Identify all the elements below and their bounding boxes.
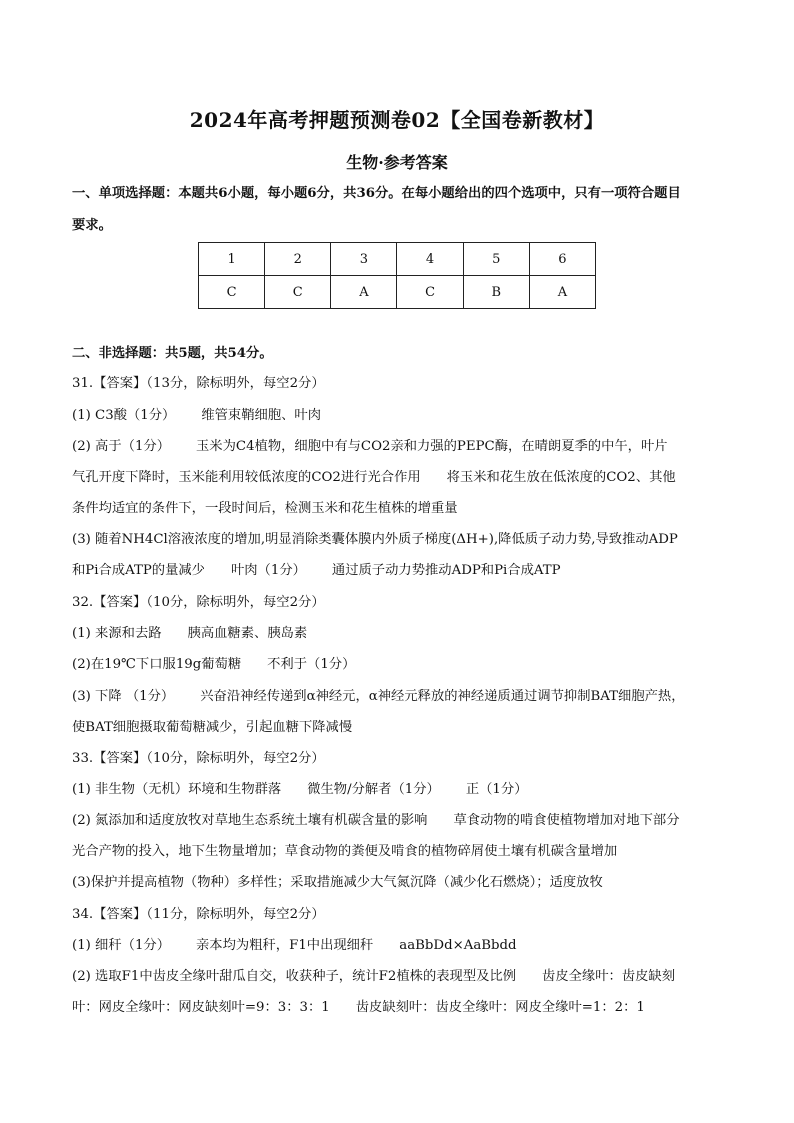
- answer-cell: C: [199, 276, 265, 309]
- q34-p2-answer-a: (2) 选取F1中齿皮全缘叶甜瓜自交，收获种子，统计F2植株的表现型及比例: [72, 969, 517, 984]
- q31-part3-cont: [72, 561, 728, 581]
- answer-table-answer-row: [199, 276, 596, 309]
- answer-table: [198, 242, 596, 309]
- document-subtitle: 生物·参考答案: [346, 153, 448, 172]
- q32-p2-answer-b: 不利于（1分）: [267, 657, 356, 672]
- q31-p2-answer-b-cont: 气孔开度下降时，玉米能利用较低浓度的CO2进行光合作用: [72, 470, 421, 485]
- document-title: 2024年高考押题预测卷02【全国卷新教材】: [189, 108, 605, 132]
- q32-p2-answer-a: (2)在19℃下口服19g葡萄糖: [72, 657, 242, 672]
- answer-cell: C: [397, 276, 463, 309]
- q34-p2-answer-c: 齿皮缺刻叶：齿皮全缘叶：网皮全缘叶=1：2：1: [355, 1000, 645, 1015]
- q31-p2-answer-c: 将玉米和花生放在低浓度的CO2、其他: [446, 470, 676, 485]
- q33-part3: (3)保护并提高植物（物种）多样性；采取措施减少大气氮沉降（减少化石燃烧）；适度放牧: [72, 875, 603, 890]
- q31-part1: [72, 406, 728, 426]
- q31-p3-answer-b: 叶肉（1分）: [230, 563, 306, 578]
- answer-cell: A: [331, 276, 397, 309]
- q32-p1-answer-b: 胰高血糖素、胰岛素: [187, 626, 308, 641]
- q32-part1: [72, 624, 728, 644]
- q33-title: 33.【答案】（10分，除标明外，每空2分）: [72, 751, 325, 766]
- q31-p1-answer-a: (1) C3酸（1分）: [72, 408, 176, 423]
- q31-p2-answer-a: (2) 高于（1分）: [72, 439, 171, 454]
- answer-cell: C: [265, 276, 331, 309]
- q33-part2: [72, 811, 728, 831]
- q33-p1-answer-c: 正（1分）: [465, 782, 528, 797]
- answer-cell: B: [463, 276, 529, 309]
- section1-instructions: 一、单项选择题：本题共6小题，每小题6分，共36分。在每小题给出的四个选项中，只有一项符合题目: [72, 186, 681, 201]
- q32-p3-answer-b: 兴奋沿神经传递到α神经元，α神经元释放的神经递质通过调节抑制BAT细胞产热，: [200, 689, 685, 704]
- q31-part2-cont: [72, 468, 728, 488]
- q32-part2: [72, 655, 728, 675]
- q31-title: [72, 374, 728, 394]
- q32-part3: [72, 687, 728, 707]
- q31-part3: (3) 随着NH4Cl溶液浓度的增加,明显消除类囊体膜内外质子梯度(ΔH+),降低质子动力势,导致推动ADP: [72, 532, 678, 547]
- q34-title: 34.【答案】（11分，除标明外，每空2分）: [72, 907, 325, 922]
- q31-p3-answer-c: 通过质子动力势推动ADP和Pi合成ATP: [331, 563, 561, 578]
- q31-title-text: 31.【答案】（13分，除标明外，每空2分）: [72, 376, 325, 391]
- q33-p2-answer-b: 草食动物的啃食使植物增加对地下部分: [453, 813, 680, 828]
- question-number-cell: 4: [397, 243, 463, 276]
- q32-part3-cont: 使BAT细胞摄取葡萄糖减少，引起血糖下降减慢: [72, 720, 353, 735]
- q33-part2-cont: 光合产物的投入，地下生物量增加；草食动物的粪便及啃食的植物碎屑使土壤有机碳含量增加: [72, 844, 618, 859]
- q34-p2-answer-b-cont: 叶：网皮全缘叶：网皮缺刻叶=9：3：3：1: [72, 1000, 330, 1015]
- question-number-cell: 3: [331, 243, 397, 276]
- q33-p1-answer-a: (1) 非生物（无机）环境和生物群落: [72, 782, 282, 797]
- q31-p1-answer-b: 维管束鞘细胞、叶肉: [201, 408, 322, 423]
- answer-cell: A: [529, 276, 595, 309]
- question-number-cell: 5: [463, 243, 529, 276]
- q31-part2-cont2: 条件均适宜的条件下，一段时间后，检测玉米和花生植株的增重量: [72, 501, 458, 516]
- question-number-cell: 2: [265, 243, 331, 276]
- q33-p1-answer-b: 微生物/分解者（1分）: [307, 782, 440, 797]
- q34-p2-answer-b: 齿皮全缘叶：齿皮缺刻: [542, 969, 676, 984]
- answer-table-header-row: [199, 243, 596, 276]
- q34-part1: [72, 936, 728, 956]
- q32-p1-answer-a: (1) 来源和去路: [72, 626, 162, 641]
- q33-part1: [72, 780, 728, 800]
- q31-p2-answer-b: 玉米为C4植物，细胞中有与CO2亲和力强的PEPC酶，在晴朗夏季的中午，叶片: [196, 439, 668, 454]
- question-number-cell: 6: [529, 243, 595, 276]
- q34-p1-answer-b: 亲本均为粗秆，F1中出现细秆: [196, 938, 374, 953]
- q34-part2: [72, 967, 728, 987]
- section1-instructions-cont: 要求。: [72, 218, 112, 233]
- q34-p1-answer-a: (1) 细秆（1分）: [72, 938, 171, 953]
- q34-part2-cont: [72, 998, 728, 1018]
- section2-heading: 二、非选择题：共5题，共54分。: [72, 346, 273, 361]
- q32-p3-answer-a: (3) 下降 （1分）: [72, 689, 175, 704]
- q32-title: 32.【答案】（10分，除标明外，每空2分）: [72, 595, 325, 610]
- q33-p2-answer-a: (2) 氮添加和适度放牧对草地生态系统土壤有机碳含量的影响: [72, 813, 428, 828]
- q34-p1-answer-c: aaBbDd×AaBbdd: [399, 938, 517, 953]
- q31-part2: [72, 437, 728, 457]
- q31-p3-answer-a-cont: 和Pi合成ATP的量减少: [72, 563, 205, 578]
- question-number-cell: 1: [199, 243, 265, 276]
